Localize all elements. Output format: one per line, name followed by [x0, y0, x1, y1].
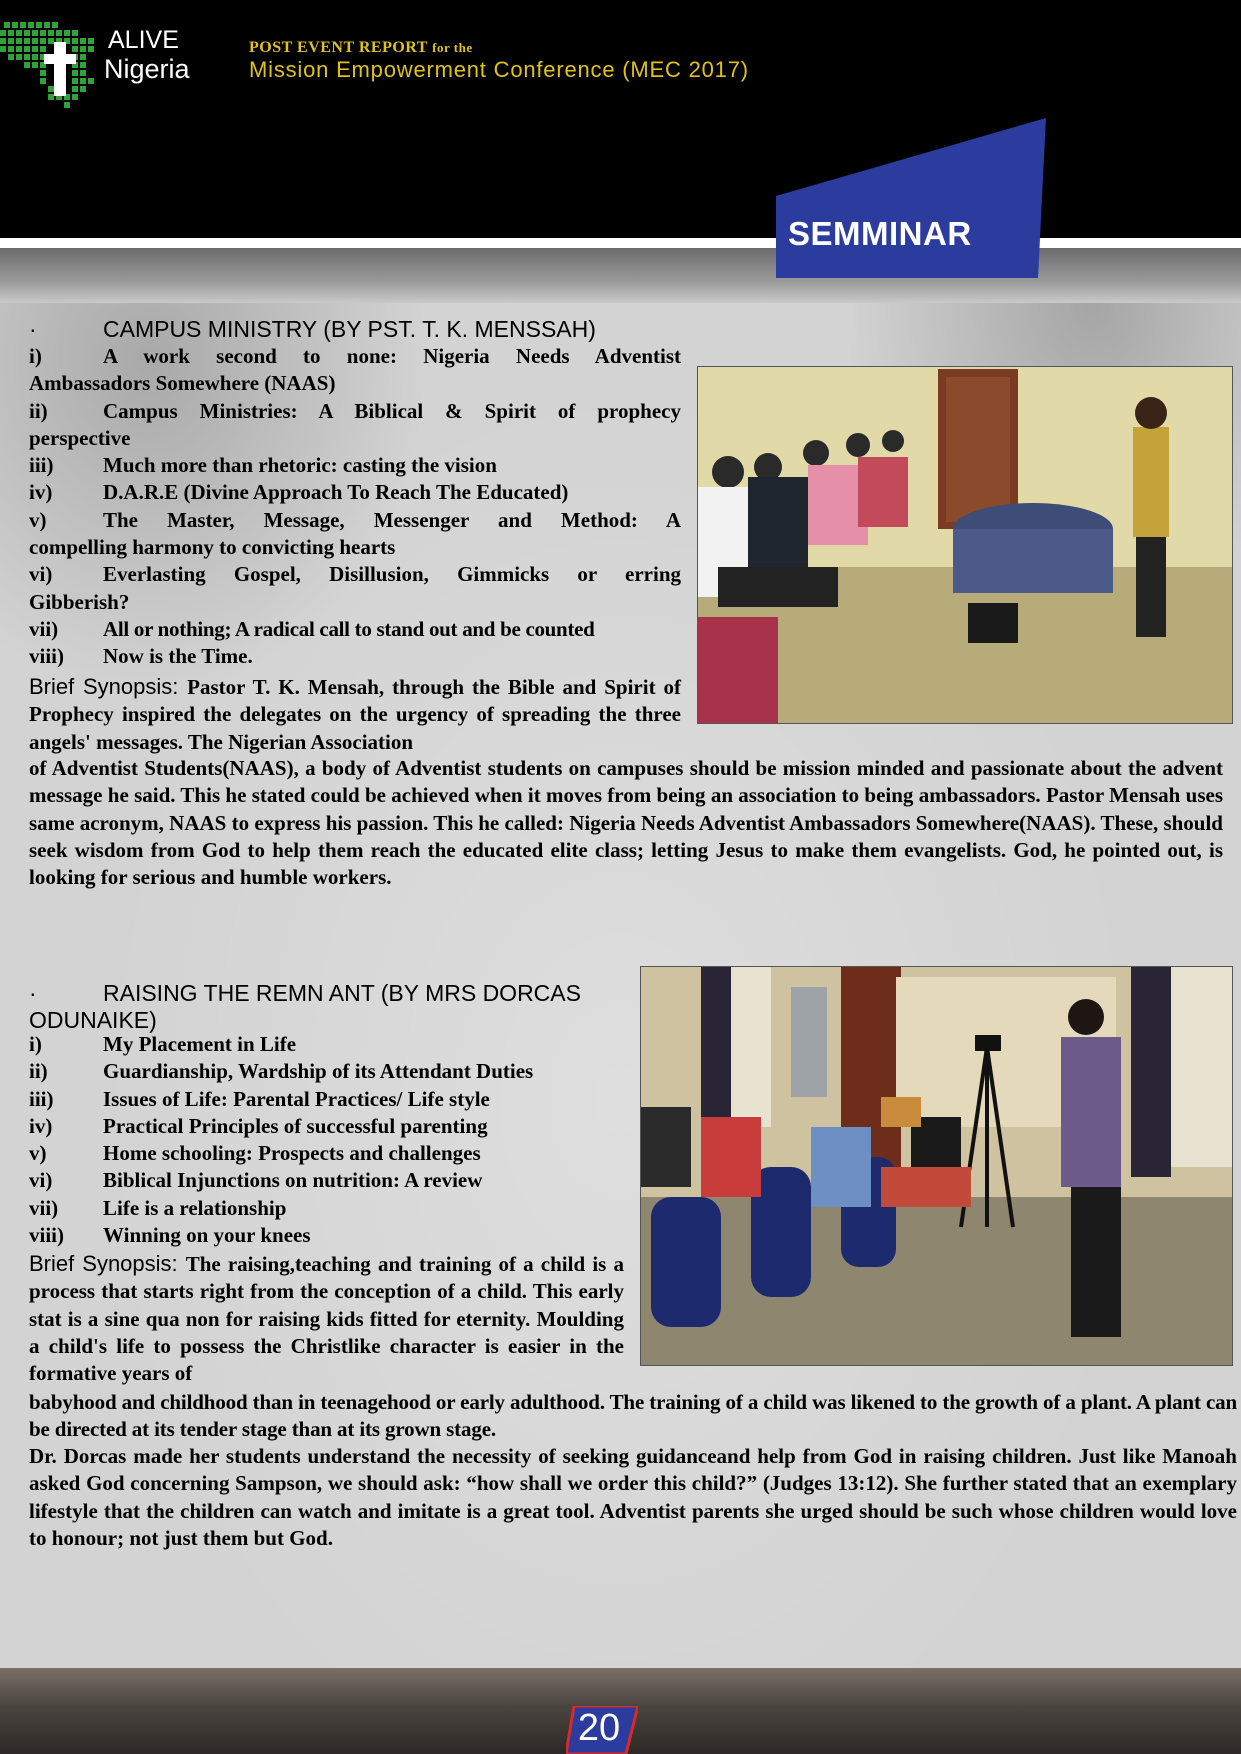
seminar-photo-raising-remnant — [640, 966, 1233, 1366]
list-item-text: Now is the Time. — [103, 644, 253, 669]
list-item — [29, 507, 681, 562]
list-item — [29, 1195, 629, 1222]
synopsis-text: The raising,teaching and training of a child is a process that starts right from the conception of a child. This early stat is a sine qua non for raising kids fitted for eternity. Moulding a child's life to possess the Christlike character is easier in the formative years of — [29, 1252, 624, 1386]
list-item-text: Issues of Life: Parental Practices/ Life style — [103, 1086, 490, 1111]
list-item-text: Campus Ministries: A Biblical & Spirit of prophecy — [103, 398, 681, 423]
list-item-number: vi) — [29, 1168, 53, 1193]
report-title: Mission Empowerment Conference (MEC 2017) — [249, 57, 749, 82]
seminar-banner-label: SEMMINAR — [788, 215, 972, 252]
section1-title-text: CAMPUS MINISTRY (BY PST. T. K. MENSSAH) — [103, 316, 596, 342]
list-item-text: My Placement in Life — [103, 1032, 297, 1056]
list-item — [29, 1031, 629, 1058]
list-item — [29, 1086, 629, 1113]
list-item-text: Everlasting Gospel, Disillusion, Gimmicks or erring — [103, 562, 681, 587]
list-item — [29, 343, 681, 398]
list-item-number: ii) — [29, 1059, 48, 1084]
list-item-text: All or nothing; A radical call to stand out and be counted — [103, 616, 595, 641]
section2-bullet: · — [29, 980, 37, 1006]
section1-title — [29, 316, 596, 343]
list-item-text: Practical Principles of successful parenting — [103, 1113, 488, 1138]
list-item — [29, 452, 681, 479]
list-item-number: iv) — [29, 1113, 53, 1138]
list-item-text: Biblical Injunctions on nutrition: A review — [103, 1168, 483, 1193]
list-item — [29, 1167, 629, 1194]
list-item — [29, 398, 681, 453]
synopsis-label: Brief Synopsis: — [29, 1251, 186, 1276]
list-item-number: iv) — [29, 480, 53, 505]
list-item — [29, 1113, 629, 1140]
list-item-continuation: perspective — [29, 425, 131, 450]
section2-title — [29, 980, 629, 1034]
list-item-continuation: Ambassadors Somewhere (NAAS) — [29, 371, 336, 396]
list-item — [29, 643, 681, 670]
list-item-continuation: compelling harmony to convicting hearts — [29, 535, 396, 560]
list-item — [29, 1222, 629, 1249]
list-item-number: vii) — [29, 616, 59, 641]
list-item-number: i) — [29, 1032, 42, 1056]
list-item-number: viii) — [29, 1223, 64, 1248]
header-divider — [0, 238, 1241, 248]
section1-bullet: · — [29, 316, 37, 342]
list-item-number: i) — [29, 344, 42, 368]
section2-paragraph: Dr. Dorcas made her students understand the necessity of seeking guidanceand help from God in raising children. Just like Manoah asked God concerning Sampson, we should ask: “how shall we order this child?” (Judges 13:12). She further stated that an exemplary lifestyle that the children can watch and imitate is a great tool. Adventist parents she urged should be such whose children would love to honour; not just them but God. — [29, 1444, 1237, 1550]
list-item-number: v) — [29, 1141, 47, 1166]
africa-cross-logo-icon — [0, 18, 104, 110]
section1-synopsis-wide: of Adventist Students(NAAS), a body of Adventist students on campuses should be mission minded and passionate about the advent message he said. This he stated could be achieved when it moves from being an association to being ambassadors. Pastor Mensah uses same acronym, NAAS to express his passion. This he called: Nigeria Needs Adventist Ambassadors Somewhere(NAAS). These, should seek wisdom from God to help them reach the educated elite class; letting Jesus to make them evangelists. God, he pointed out, is looking for serious and humble workers. — [29, 756, 1223, 890]
list-item-number: vi) — [29, 562, 53, 587]
list-item-text: Home schooling: Prospects and challenges — [103, 1141, 481, 1166]
logo-text-alive: ALIVE — [108, 26, 179, 54]
section2-synopsis-narrow — [29, 1250, 624, 1387]
page-number: 20 — [577, 1707, 621, 1749]
meeting-room-photo-icon — [641, 967, 1232, 1365]
list-item-text: Guardianship, Wardship of its Attendant Duties — [103, 1059, 534, 1084]
list-item — [29, 561, 681, 616]
list-item-text: A work second to none: Nigeria Needs Adventist — [103, 344, 681, 368]
section2-title-line2: ODUNAIKE) — [29, 1007, 157, 1033]
list-item — [29, 479, 681, 506]
report-label-main: POST EVENT REPORT — [249, 39, 428, 56]
list-item — [29, 1058, 629, 1085]
section2-topic-list — [29, 1031, 629, 1249]
content-texture-band — [0, 248, 1241, 303]
list-item-number: iii) — [29, 453, 54, 478]
section1-topic-list — [29, 343, 681, 671]
list-item-text: Much more than rhetoric: casting the vision — [103, 453, 497, 478]
section2-title-text: RAISING THE REMN ANT (BY MRS DORCAS — [103, 980, 581, 1006]
list-item — [29, 1140, 629, 1167]
seminar-photo-campus-ministry — [697, 366, 1233, 724]
list-item-number: viii) — [29, 644, 64, 669]
list-item-number: ii) — [29, 398, 48, 423]
section2-synopsis-wide: babyhood and childhood than in teenagehood or early adulthood. The training of a child was likened to the growth of a plant. A plant can be directed at its tender stage than at its grown stage. — [29, 1390, 1237, 1442]
list-item-continuation: Gibberish? — [29, 589, 130, 614]
section1-synopsis-narrow — [29, 673, 681, 756]
list-item — [29, 616, 681, 643]
list-item-text: Life is a relationship — [103, 1195, 287, 1220]
report-label — [249, 39, 473, 57]
synopsis-text: Pastor T. K. Mensah, through the Bible and Spirit of Prophecy inspired the delegates on the urgency of spreading the three angels' messages. The Nigerian Association — [29, 675, 681, 754]
report-label-small: for the — [432, 40, 473, 55]
list-item-number: iii) — [29, 1086, 54, 1111]
list-item-number: vii) — [29, 1195, 59, 1220]
classroom-photo-icon — [698, 367, 1232, 723]
list-item-text: D.A.R.E (Divine Approach To Reach The Educated) — [103, 480, 569, 505]
synopsis-label: Brief Synopsis: — [29, 674, 188, 699]
section2-title-line1 — [29, 980, 629, 1007]
list-item-text: The Master, Message, Messenger and Method: A — [103, 507, 681, 532]
header — [0, 0, 1241, 238]
logo-text-nigeria: Nigeria — [104, 54, 190, 84]
seminar-banner — [776, 118, 1050, 282]
list-item-text: Winning on your knees — [103, 1223, 311, 1248]
list-item-number: v) — [29, 507, 47, 532]
